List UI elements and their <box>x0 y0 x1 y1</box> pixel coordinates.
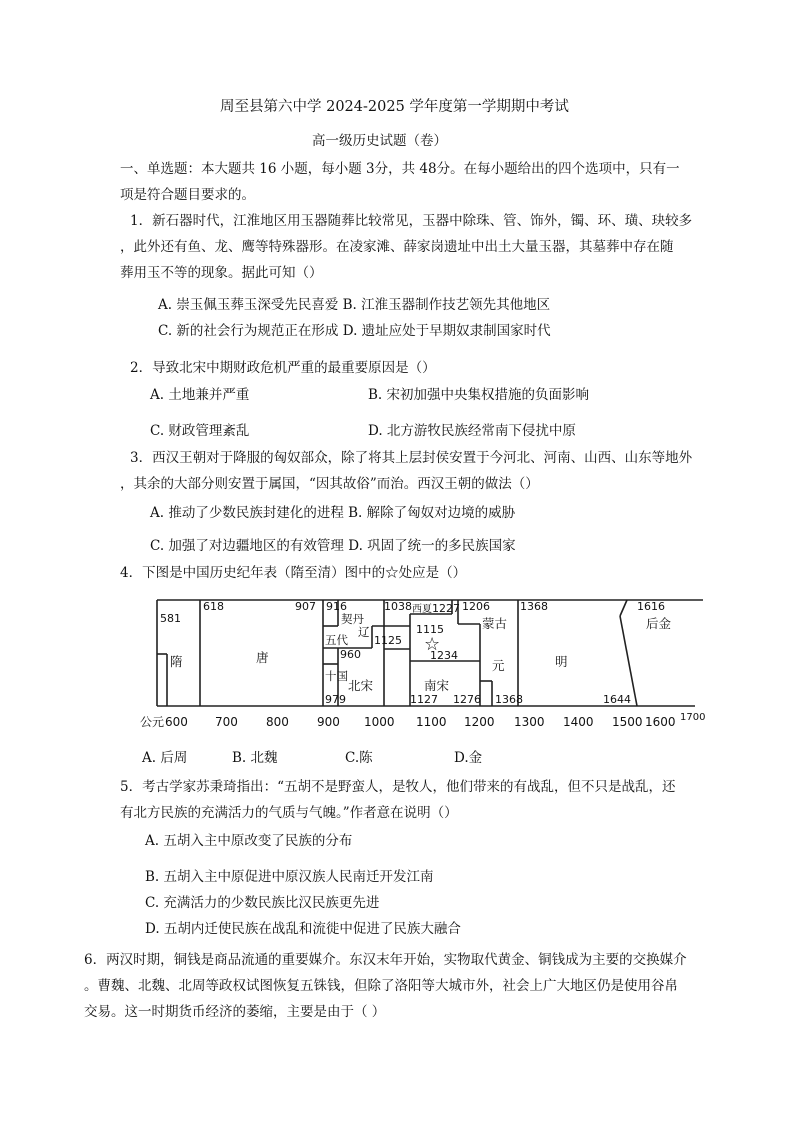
dynasty-sui: 隋 <box>170 654 183 669</box>
q4-option-b: B. 北魏 <box>232 750 278 766</box>
year-979: 979 <box>325 693 346 706</box>
year-1616: 1616 <box>637 600 665 613</box>
q5-line1: 5．考古学家苏秉琦指出：“五胡不是野蛮人，是牧人，他们带来的有战乱，但不只是战乱，还 <box>120 779 676 795</box>
year-1115: 1115 <box>416 623 444 636</box>
dynasty-shiguo: 十国 <box>325 669 348 683</box>
dynasty-beisong: 北宋 <box>348 678 374 693</box>
q3-line1: 3．西汉王朝对于降服的匈奴部众，除了将其上层封侯安置于今河北、河南、山西、山东等地外 <box>130 450 693 466</box>
axis-1400: 1400 <box>563 715 594 729</box>
dynasty-wudai: 五代 <box>325 633 348 647</box>
year-1644: 1644 <box>603 693 631 706</box>
year-1368-top: 1368 <box>520 600 548 613</box>
q1-options-ab: A. 崇玉佩玉葬玉深受先民喜爱 B. 江淮玉器制作技艺领先其他地区 <box>158 297 551 313</box>
q1-line3: 葬用玉不等的现象。据此可知（） <box>120 265 323 281</box>
axis-700: 700 <box>215 715 238 729</box>
q6-line3: 交易。这一时期货币经济的萎缩，主要是由于（ ） <box>84 1004 386 1020</box>
year-960: 960 <box>340 648 361 661</box>
axis-1600: 1600 <box>645 715 676 729</box>
axis-1000: 1000 <box>364 715 395 729</box>
dynasty-yuan: 元 <box>492 658 505 673</box>
q4-option-d: D.金 <box>454 750 483 766</box>
q5-option-c: C. 充满活力的少数民族比汉民族更先进 <box>145 895 380 911</box>
q3-options-ab: A. 推动了少数民族封建化的进程 B. 解除了匈奴对边境的威胁 <box>150 505 516 521</box>
q2-stem: 2．导致北宋中期财政危机严重的最重要原因是（） <box>130 360 436 376</box>
axis-1700: 1700 <box>680 712 706 723</box>
q6-line1: 6．两汉时期，铜钱是商品流通的重要媒介。东汉末年开始，实物取代黄金、铜钱成为主要的交换媒介 <box>84 952 687 968</box>
dynasty-xixia: 西夏 <box>412 604 432 615</box>
year-1368-bottom: 1368 <box>495 693 523 706</box>
year-1206: 1206 <box>462 600 490 613</box>
q4-option-c: C.陈 <box>345 750 373 766</box>
axis-label: 公元 <box>140 715 165 729</box>
q4-option-a: A. 后周 <box>142 750 188 766</box>
dynasty-menggu: 蒙古 <box>482 616 508 631</box>
exam-title: 周至县第六中学 2024-2025 学年度第一学期期中考试 <box>220 99 569 115</box>
q2-option-a: A. 土地兼并严重 <box>150 387 250 403</box>
q5-option-d: D. 五胡内迁使民族在战乱和流徙中促进了民族大融合 <box>145 921 461 937</box>
dynasty-tang: 唐 <box>256 650 269 665</box>
year-1234: 1234 <box>430 649 458 662</box>
q1-line2: ，此外还有鱼、龙、鹰等特殊器形。在凌家滩、薛家岗遗址中出土大量玉器，其墓葬中存在随 <box>120 239 674 255</box>
axis-1200: 1200 <box>464 715 495 729</box>
q2-option-d: D. 北方游牧民族经常南下侵扰中原 <box>368 423 576 439</box>
chronology-chart <box>140 596 706 736</box>
dynasty-houjin: 后金 <box>646 616 672 631</box>
q1-options-cd: C. 新的社会行为规范正在形成 D. 遗址应处于早期奴隶制国家时代 <box>158 323 551 339</box>
year-916: 916 <box>326 600 347 613</box>
section-intro-line2: 项是符合题目要求的。 <box>120 187 255 203</box>
dynasty-liao: 辽 <box>358 625 370 639</box>
year-1276: 1276 <box>453 693 481 706</box>
q4-stem: 4．下图是中国历史纪年表（隋至清）图中的☆处应是（） <box>120 565 467 581</box>
axis-900: 900 <box>317 715 340 729</box>
dynasty-nansong: 南宋 <box>424 678 450 693</box>
axis-1100: 1100 <box>416 715 447 729</box>
axis-800: 800 <box>266 715 289 729</box>
year-618: 618 <box>203 600 224 613</box>
q2-option-b: B. 宋初加强中央集权措施的负面影响 <box>368 387 590 403</box>
axis-1300: 1300 <box>514 715 545 729</box>
dynasty-ming: 明 <box>555 654 568 669</box>
q5-line2: 有北方民族的充满活力的气质与气魄。”作者意在说明（） <box>120 805 458 821</box>
q5-option-a: A. 五胡入主中原改变了民族的分布 <box>145 833 353 849</box>
axis-1500: 1500 <box>612 715 643 729</box>
dynasty-qidan: 契丹 <box>341 612 364 626</box>
year-1227: 1227 <box>432 602 460 615</box>
star-mark: ☆ <box>424 634 441 655</box>
exam-subtitle: 高一级历史试题（卷） <box>312 133 447 149</box>
q3-line2: ，其余的大部分则安置于属国，“因其故俗”而治。西汉王朝的做法（） <box>120 476 539 492</box>
q6-line2: 。曹魏、北魏、北周等政权试图恢复五铢钱，但除了洛阳等大城市外，社会上广大地区仍是使用谷帛 <box>84 978 678 994</box>
year-1125: 1125 <box>374 634 402 647</box>
q2-option-c: C. 财政管理紊乱 <box>150 423 250 439</box>
year-1038: 1038 <box>384 600 412 613</box>
q3-options-cd: C. 加强了对边疆地区的有效管理 D. 巩固了统一的多民族国家 <box>150 538 516 554</box>
section-intro-line1: 一、单选题：本大题共 16 小题，每小题 3分，共 48分。在每小题给出的四个选项中，只有一 <box>120 161 680 177</box>
year-1127: 1127 <box>410 693 438 706</box>
q5-option-b: B. 五胡入主中原促进中原汉族人民南迁开发江南 <box>145 869 434 885</box>
q1-line1: 1．新石器时代，江淮地区用玉器随葬比较常见，玉器中除珠、管、饰外，镯、环、璜、玦较多 <box>130 213 693 229</box>
year-581: 581 <box>160 612 181 625</box>
year-907: 907 <box>295 600 316 613</box>
axis-600: 600 <box>165 715 188 729</box>
